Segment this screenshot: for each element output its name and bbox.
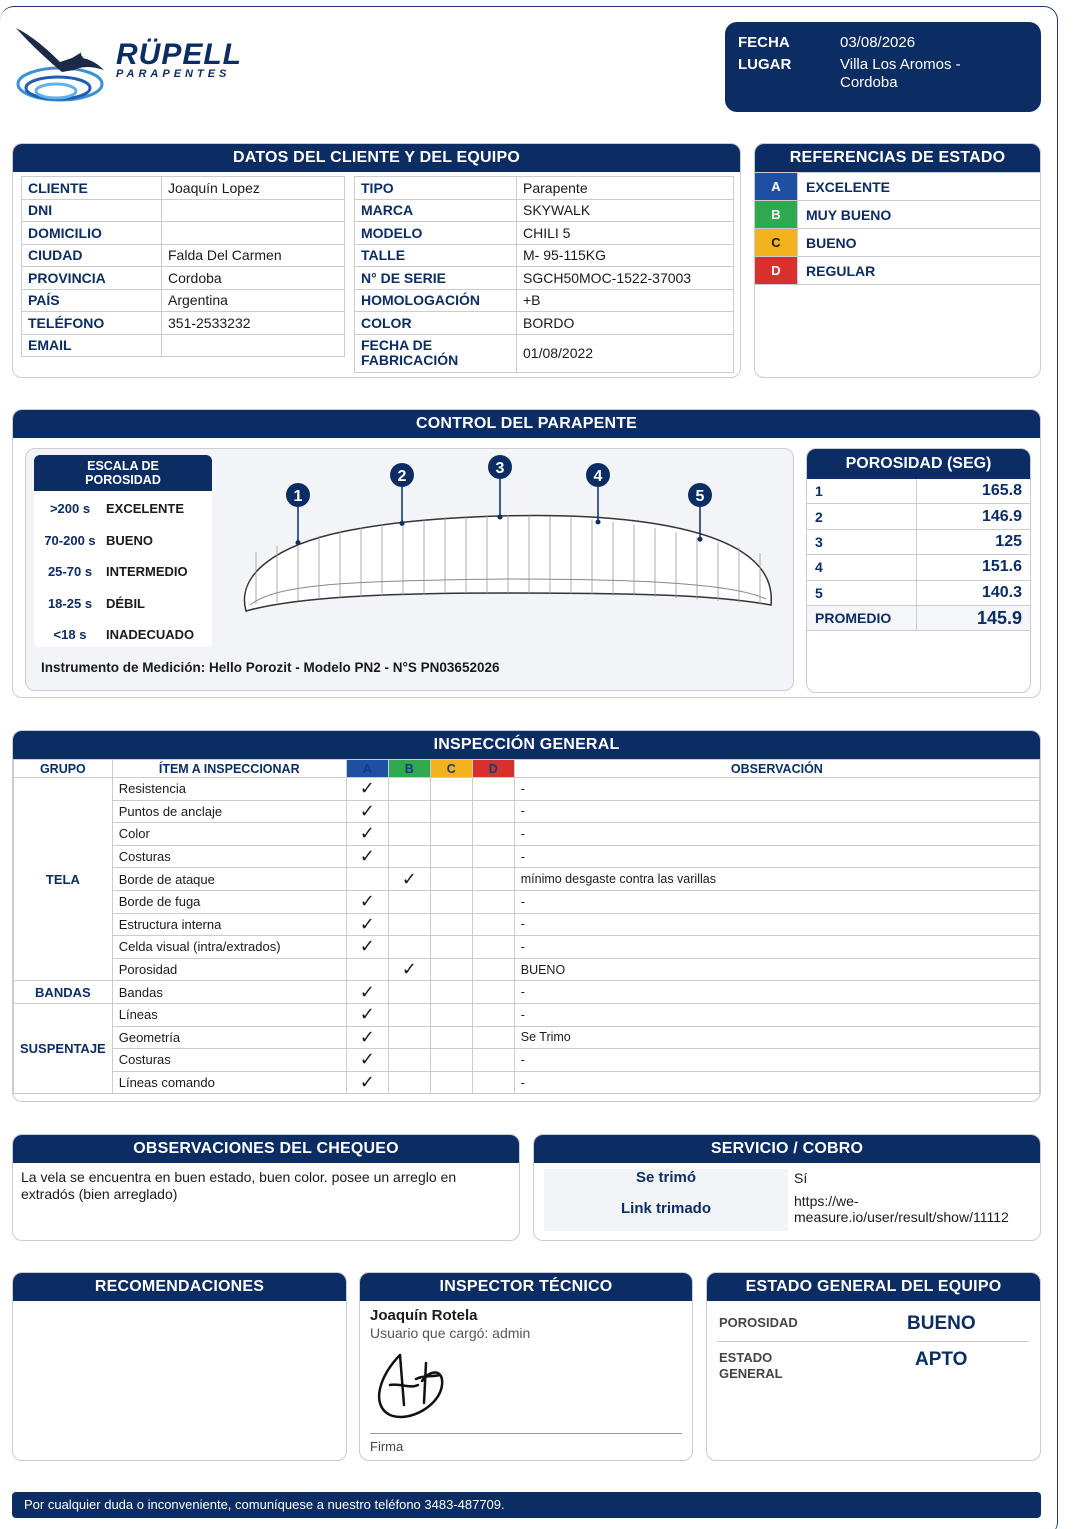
porosity-row	[807, 555, 1030, 580]
porosity-value: 146.9	[981, 507, 1022, 525]
footer-bar	[12, 1492, 1041, 1518]
client-row	[22, 244, 345, 267]
lugar-value-2: Cordoba	[840, 74, 898, 91]
inspection-row	[14, 823, 1040, 846]
field-value: CHILI 5	[517, 222, 734, 245]
check-icon: ✓	[359, 778, 375, 799]
client-row	[355, 334, 734, 372]
grade-cell	[472, 936, 514, 959]
link-value-2[interactable]: measure.io/user/result/show/11112	[794, 1209, 1009, 1225]
client-row	[355, 289, 734, 312]
brand-name: RÜPELL	[116, 38, 242, 71]
group-name: BANDAS	[14, 981, 113, 1004]
signature-image	[370, 1345, 450, 1425]
grade-cell	[346, 913, 388, 936]
inspection-row	[14, 845, 1040, 868]
field-label: COLOR	[355, 312, 517, 335]
paraglider-diagram	[216, 455, 776, 635]
inspector-user: Usuario que cargó: admin	[370, 1325, 531, 1341]
field-value: Argentina	[162, 289, 345, 312]
scale-title-line-1: ESCALA DE	[87, 459, 159, 473]
grade-cell	[430, 1071, 472, 1094]
recommendations-panel	[12, 1272, 347, 1461]
porosity-title: POROSIDAD (SEG)	[807, 449, 1030, 479]
link-value-1[interactable]: https://we-	[794, 1193, 859, 1209]
service-title: SERVICIO / COBRO	[534, 1135, 1040, 1163]
field-value: SGCH50MOC-1522-37003	[517, 267, 734, 290]
field-label: TIPO	[355, 177, 517, 200]
measure-point-label: 1	[293, 488, 303, 505]
field-value: 01/08/2022	[517, 334, 734, 372]
trimo-label: Se trimó	[635, 1169, 696, 1186]
client-row	[22, 199, 345, 222]
inspection-row	[14, 778, 1040, 801]
field-label: N° DE SERIE	[355, 267, 517, 290]
observation: -	[514, 1049, 1039, 1072]
inspection-row	[14, 913, 1040, 936]
field-label: CLIENTE	[22, 177, 162, 200]
grade-cell	[430, 1026, 472, 1049]
grade-cell	[472, 1049, 514, 1072]
inspection-row	[14, 1026, 1040, 1049]
field-label: MODELO	[355, 222, 517, 245]
item-name: Puntos de anclaje	[112, 800, 346, 823]
grade-cell	[346, 890, 388, 913]
observations-panel	[12, 1134, 520, 1241]
check-icon: ✓	[359, 1072, 375, 1093]
col-c: C	[430, 760, 472, 778]
grade-cell	[430, 913, 472, 936]
porosity-value: 151.6	[981, 558, 1022, 576]
grade-cell	[346, 1026, 388, 1049]
grade-cell	[472, 913, 514, 936]
status-divider	[717, 1341, 1029, 1342]
porosity-value: 140.3	[981, 583, 1022, 601]
service-labels	[544, 1169, 788, 1231]
inspection-row	[14, 1003, 1040, 1026]
client-row	[22, 289, 345, 312]
group-name: SUSPENTAJE	[14, 1003, 113, 1093]
link-label: Link trimado	[620, 1200, 711, 1217]
grade-cell	[430, 1003, 472, 1026]
instrument-text: Instrumento de Medición: Hello Porozit - Modelo PN2 - N°S PN03652026	[41, 660, 500, 675]
item-name: Borde de fuga	[112, 890, 346, 913]
check-icon: ✓	[359, 800, 375, 821]
check-icon: ✓	[401, 868, 417, 889]
grade-cell	[346, 958, 388, 981]
reference-label: REGULAR	[797, 257, 1040, 284]
status-general-value: APTO	[915, 1349, 968, 1370]
col-item: ÍTEM A INSPECCIONAR	[112, 760, 346, 778]
scale-range: 18-25 s	[47, 595, 93, 611]
reference-letter: B	[755, 201, 797, 228]
inspector-title: INSPECTOR TÉCNICO	[360, 1273, 692, 1301]
field-value	[162, 222, 345, 245]
item-name: Borde de ataque	[112, 868, 346, 891]
scale-row	[34, 619, 212, 647]
grade-cell	[430, 1049, 472, 1072]
item-name: Porosidad	[112, 958, 346, 981]
check-icon: ✓	[359, 1049, 375, 1070]
fecha-label: FECHA	[738, 34, 790, 51]
field-label: CIUDAD	[22, 244, 162, 267]
lugar-value-1: Villa Los Aromos -	[840, 56, 961, 73]
grade-cell	[472, 1071, 514, 1094]
measure-point-label: 3	[495, 460, 505, 477]
trimo-value: Sí	[794, 1170, 808, 1186]
grade-cell	[388, 778, 430, 801]
reference-label: BUENO	[797, 229, 1040, 256]
porosity-value: 165.8	[981, 482, 1022, 500]
grade-cell	[346, 1049, 388, 1072]
col-b: B	[388, 760, 430, 778]
references-title: REFERENCIAS DE ESTADO	[755, 144, 1040, 172]
field-label: TELÉFONO	[22, 312, 162, 335]
inspection-row	[14, 868, 1040, 891]
inspection-row	[14, 1049, 1040, 1072]
client-row	[22, 177, 345, 200]
reference-row	[755, 173, 1040, 201]
item-name: Estructura interna	[112, 913, 346, 936]
item-name: Líneas comando	[112, 1071, 346, 1094]
field-label: TALLE	[355, 244, 517, 267]
field-value: BORDO	[517, 312, 734, 335]
item-name: Bandas	[112, 981, 346, 1004]
check-icon: ✓	[359, 936, 375, 957]
grade-cell	[430, 778, 472, 801]
field-value: +B	[517, 289, 734, 312]
porosity-value: 125	[995, 532, 1022, 550]
measure-point	[390, 463, 414, 526]
grade-cell	[388, 823, 430, 846]
scale-range: 25-70 s	[47, 564, 93, 580]
recommendations-title: RECOMENDACIONES	[13, 1273, 346, 1301]
field-label: PAÍS	[22, 289, 162, 312]
check-icon: ✓	[359, 891, 375, 912]
porosity-average	[807, 606, 1030, 631]
grade-cell	[388, 800, 430, 823]
scale-label: BUENO	[106, 532, 153, 548]
grade-cell	[472, 1003, 514, 1026]
grade-cell	[346, 845, 388, 868]
control-panel	[12, 409, 1041, 698]
client-row	[22, 222, 345, 245]
inspection-row	[14, 958, 1040, 981]
porosity-row	[807, 530, 1030, 555]
signature-line	[370, 1433, 682, 1434]
field-label: EMAIL	[22, 334, 162, 357]
observations-text: La vela se encuentra en buen estado, buen color. posee un arreglo en extradós (bien arreglado)	[21, 1169, 457, 1202]
inspection-row	[14, 1071, 1040, 1094]
scale-title-line-2: POROSIDAD	[85, 473, 161, 487]
status-title: ESTADO GENERAL DEL EQUIPO	[707, 1273, 1040, 1301]
scale-label: INTERMEDIO	[106, 564, 188, 580]
inspection-row	[14, 800, 1040, 823]
service-panel	[533, 1134, 1041, 1241]
field-value: Parapente	[517, 177, 734, 200]
scale-range: 70-200 s	[44, 532, 96, 548]
brand-sub: PARAPENTES	[116, 68, 231, 80]
group-name: TELA	[14, 778, 113, 981]
grade-cell	[430, 890, 472, 913]
logo	[12, 22, 252, 108]
client-panel	[12, 143, 741, 378]
grade-cell	[388, 936, 430, 959]
observations-title: OBSERVACIONES DEL CHEQUEO	[13, 1135, 519, 1163]
observation: -	[514, 913, 1039, 936]
reference-label: EXCELENTE	[797, 173, 1040, 200]
client-row	[22, 334, 345, 357]
field-value: Joaquín Lopez	[162, 177, 345, 200]
measure-point-label: 5	[695, 488, 705, 505]
scale-label: DÉBIL	[106, 595, 145, 611]
grade-cell	[472, 800, 514, 823]
scale-label: INADECUADO	[106, 627, 195, 643]
measure-point-label: 2	[397, 468, 407, 485]
field-label: MARCA	[355, 199, 517, 222]
observation: -	[514, 823, 1039, 846]
item-name: Líneas	[112, 1003, 346, 1026]
average-value: 145.9	[976, 607, 1022, 628]
reference-letter: C	[755, 229, 797, 256]
status-general-label-2: GENERAL	[719, 1366, 783, 1381]
grade-cell	[472, 845, 514, 868]
inspection-title: INSPECCIÓN GENERAL	[13, 731, 1040, 759]
client-row	[355, 244, 734, 267]
grade-cell	[346, 936, 388, 959]
field-value: Cordoba	[162, 267, 345, 290]
grade-cell	[346, 1071, 388, 1094]
porosity-row	[807, 479, 1030, 504]
client-row	[355, 312, 734, 335]
grade-cell	[388, 958, 430, 981]
references-panel	[754, 143, 1041, 378]
item-name: Resistencia	[112, 778, 346, 801]
porosity-row	[807, 581, 1030, 606]
porosity-point: 1	[807, 479, 917, 503]
control-inner	[25, 448, 794, 691]
grade-cell	[388, 1026, 430, 1049]
grade-cell	[388, 845, 430, 868]
observation: mínimo desgaste contra las varillas	[514, 868, 1039, 891]
grade-cell	[388, 1049, 430, 1072]
porosity-point: 3	[807, 530, 917, 554]
grade-cell	[472, 1026, 514, 1049]
reference-row	[755, 257, 1040, 285]
client-row	[355, 222, 734, 245]
measure-point	[286, 483, 310, 545]
client-row	[355, 267, 734, 290]
check-icon: ✓	[359, 1004, 375, 1025]
observation: -	[514, 890, 1039, 913]
item-name: Color	[112, 823, 346, 846]
grade-cell	[346, 868, 388, 891]
header-box	[725, 22, 1041, 112]
scale-range: >200 s	[49, 501, 91, 517]
porosity-point: 5	[807, 581, 917, 605]
reference-row	[755, 229, 1040, 257]
client-panel-title: DATOS DEL CLIENTE Y DEL EQUIPO	[13, 144, 740, 172]
scale-label: EXCELENTE	[106, 501, 185, 517]
porosity-point: 4	[807, 555, 917, 579]
porosity-values	[806, 448, 1031, 693]
check-icon: ✓	[359, 846, 375, 867]
lugar-label: LUGAR	[738, 56, 792, 73]
scale-row	[34, 493, 212, 525]
grade-cell	[430, 845, 472, 868]
status-panel	[706, 1272, 1041, 1461]
field-label: PROVINCIA	[22, 267, 162, 290]
col-grupo: GRUPO	[14, 760, 113, 778]
grade-cell	[430, 800, 472, 823]
equipment-table	[354, 176, 734, 373]
inspection-row	[14, 981, 1040, 1004]
item-name: Celda visual (intra/extrados)	[112, 936, 346, 959]
check-icon: ✓	[401, 959, 417, 980]
item-name: Costuras	[112, 845, 346, 868]
control-title: CONTROL DEL PARAPENTE	[13, 410, 1040, 438]
grade-cell	[388, 890, 430, 913]
grade-cell	[472, 890, 514, 913]
observation: Se Trimo	[514, 1026, 1039, 1049]
grade-cell	[430, 958, 472, 981]
status-porosity-label: POROSIDAD	[719, 1315, 798, 1330]
client-row	[355, 199, 734, 222]
inspection-table	[13, 759, 1040, 1094]
reference-letter: D	[755, 257, 797, 284]
measure-point-label: 4	[593, 468, 603, 485]
grade-cell	[346, 981, 388, 1004]
field-label: FECHA DE FABRICACIÓN	[355, 334, 517, 372]
grade-cell	[430, 868, 472, 891]
inspector-name: Joaquín Rotela	[370, 1307, 478, 1324]
status-porosity-value: BUENO	[907, 1313, 976, 1334]
grade-cell	[346, 800, 388, 823]
grade-cell	[430, 981, 472, 1004]
client-table	[21, 176, 345, 357]
grade-cell	[388, 913, 430, 936]
porosity-scale	[34, 455, 212, 647]
inspection-row	[14, 890, 1040, 913]
grade-cell	[346, 1003, 388, 1026]
scale-title	[34, 455, 212, 491]
client-row	[355, 177, 734, 200]
grade-cell	[472, 778, 514, 801]
grade-cell	[388, 981, 430, 1004]
footer-text: Por cualquier duda o inconveniente, comuníquese a nuestro teléfono 3483-487709.	[24, 1497, 505, 1512]
reference-label: MUY BUENO	[797, 201, 1040, 228]
grade-cell	[472, 958, 514, 981]
client-row	[22, 312, 345, 335]
status-general-label-1: ESTADO	[719, 1350, 773, 1365]
porosity-point: 2	[807, 504, 917, 528]
observation: -	[514, 778, 1039, 801]
grade-cell	[430, 823, 472, 846]
measure-point	[586, 463, 610, 525]
observation: -	[514, 936, 1039, 959]
field-value: Falda Del Carmen	[162, 244, 345, 267]
field-label: HOMOLOGACIÓN	[355, 289, 517, 312]
grade-cell	[346, 823, 388, 846]
reference-row	[755, 201, 1040, 229]
scale-row	[34, 588, 212, 620]
field-value: SKYWALK	[517, 199, 734, 222]
fecha-value: 03/08/2026	[840, 34, 916, 51]
eagle-logo-icon	[12, 22, 112, 108]
field-value: M- 95-115KG	[517, 244, 734, 267]
grade-cell	[472, 981, 514, 1004]
col-obs: OBSERVACIÓN	[514, 760, 1039, 778]
field-label: DOMICILIO	[22, 222, 162, 245]
scale-row	[34, 525, 212, 557]
observation: -	[514, 981, 1039, 1004]
check-icon: ✓	[359, 823, 375, 844]
col-d: D	[472, 760, 514, 778]
grade-cell	[346, 778, 388, 801]
scale-row	[34, 556, 212, 588]
field-value	[162, 334, 345, 357]
grade-cell	[430, 936, 472, 959]
observation: BUENO	[514, 958, 1039, 981]
observation: -	[514, 1003, 1039, 1026]
reference-letter: A	[755, 173, 797, 200]
field-value	[162, 199, 345, 222]
grade-cell	[472, 868, 514, 891]
inspection-row	[14, 936, 1040, 959]
inspector-panel	[359, 1272, 693, 1461]
item-name: Costuras	[112, 1049, 346, 1072]
item-name: Geometría	[112, 1026, 346, 1049]
firma-label: Firma	[370, 1439, 404, 1454]
client-row	[22, 267, 345, 290]
observation: -	[514, 1071, 1039, 1094]
field-value: 351-2533232	[162, 312, 345, 335]
grade-cell	[388, 1071, 430, 1094]
inspection-panel	[12, 730, 1041, 1102]
col-a: A	[346, 760, 388, 778]
average-label: PROMEDIO	[807, 606, 917, 630]
check-icon: ✓	[359, 981, 375, 1002]
check-icon: ✓	[359, 913, 375, 934]
observation: -	[514, 800, 1039, 823]
grade-cell	[388, 1003, 430, 1026]
scale-range: <18 s	[53, 627, 87, 643]
measure-point	[488, 455, 512, 520]
grade-cell	[388, 868, 430, 891]
check-icon: ✓	[359, 1026, 375, 1047]
field-label: DNI	[22, 199, 162, 222]
porosity-row	[807, 504, 1030, 529]
observation: -	[514, 845, 1039, 868]
grade-cell	[472, 823, 514, 846]
